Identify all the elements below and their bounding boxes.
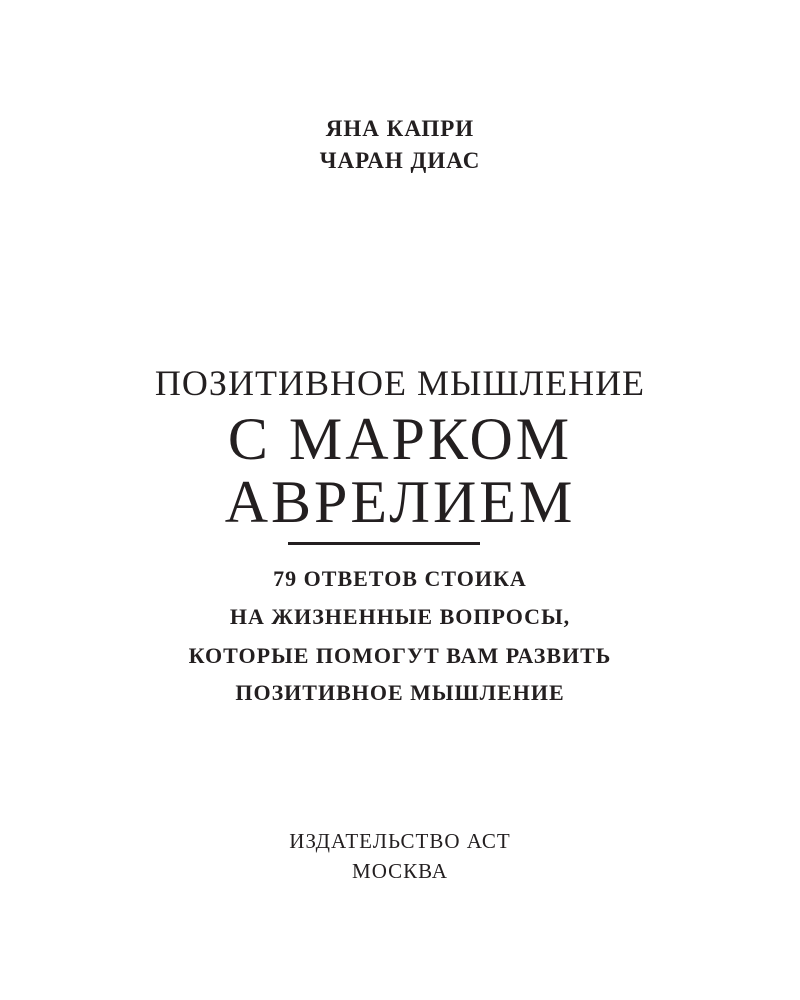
- title-divider: [288, 542, 480, 545]
- book-title-line: ПОЗИТИВНОЕ МЫШЛЕНИЕ: [154, 363, 646, 403]
- author-name: ЯНА КАПРИ: [325, 116, 475, 141]
- book-title-line: С МАРКОМ: [227, 406, 573, 472]
- author-name: ЧАРАН ДИАС: [319, 148, 481, 173]
- publisher-city: МОСКВА: [352, 859, 448, 883]
- subtitle-line: НА ЖИЗНЕННЫЕ ВОПРОСЫ,: [229, 604, 571, 629]
- subtitle-line: КОТОРЫЕ ПОМОГУТ ВАМ РАЗВИТЬ: [188, 643, 612, 668]
- publisher-name: ИЗДАТЕЛЬСТВО АСТ: [289, 829, 511, 853]
- book-title-line: АВРЕЛИЕМ: [224, 469, 576, 535]
- subtitle-line: ПОЗИТИВНОЕ МЫШЛЕНИЕ: [235, 680, 565, 705]
- subtitle-line: 79 ОТВЕТОВ СТОИКА: [273, 566, 527, 591]
